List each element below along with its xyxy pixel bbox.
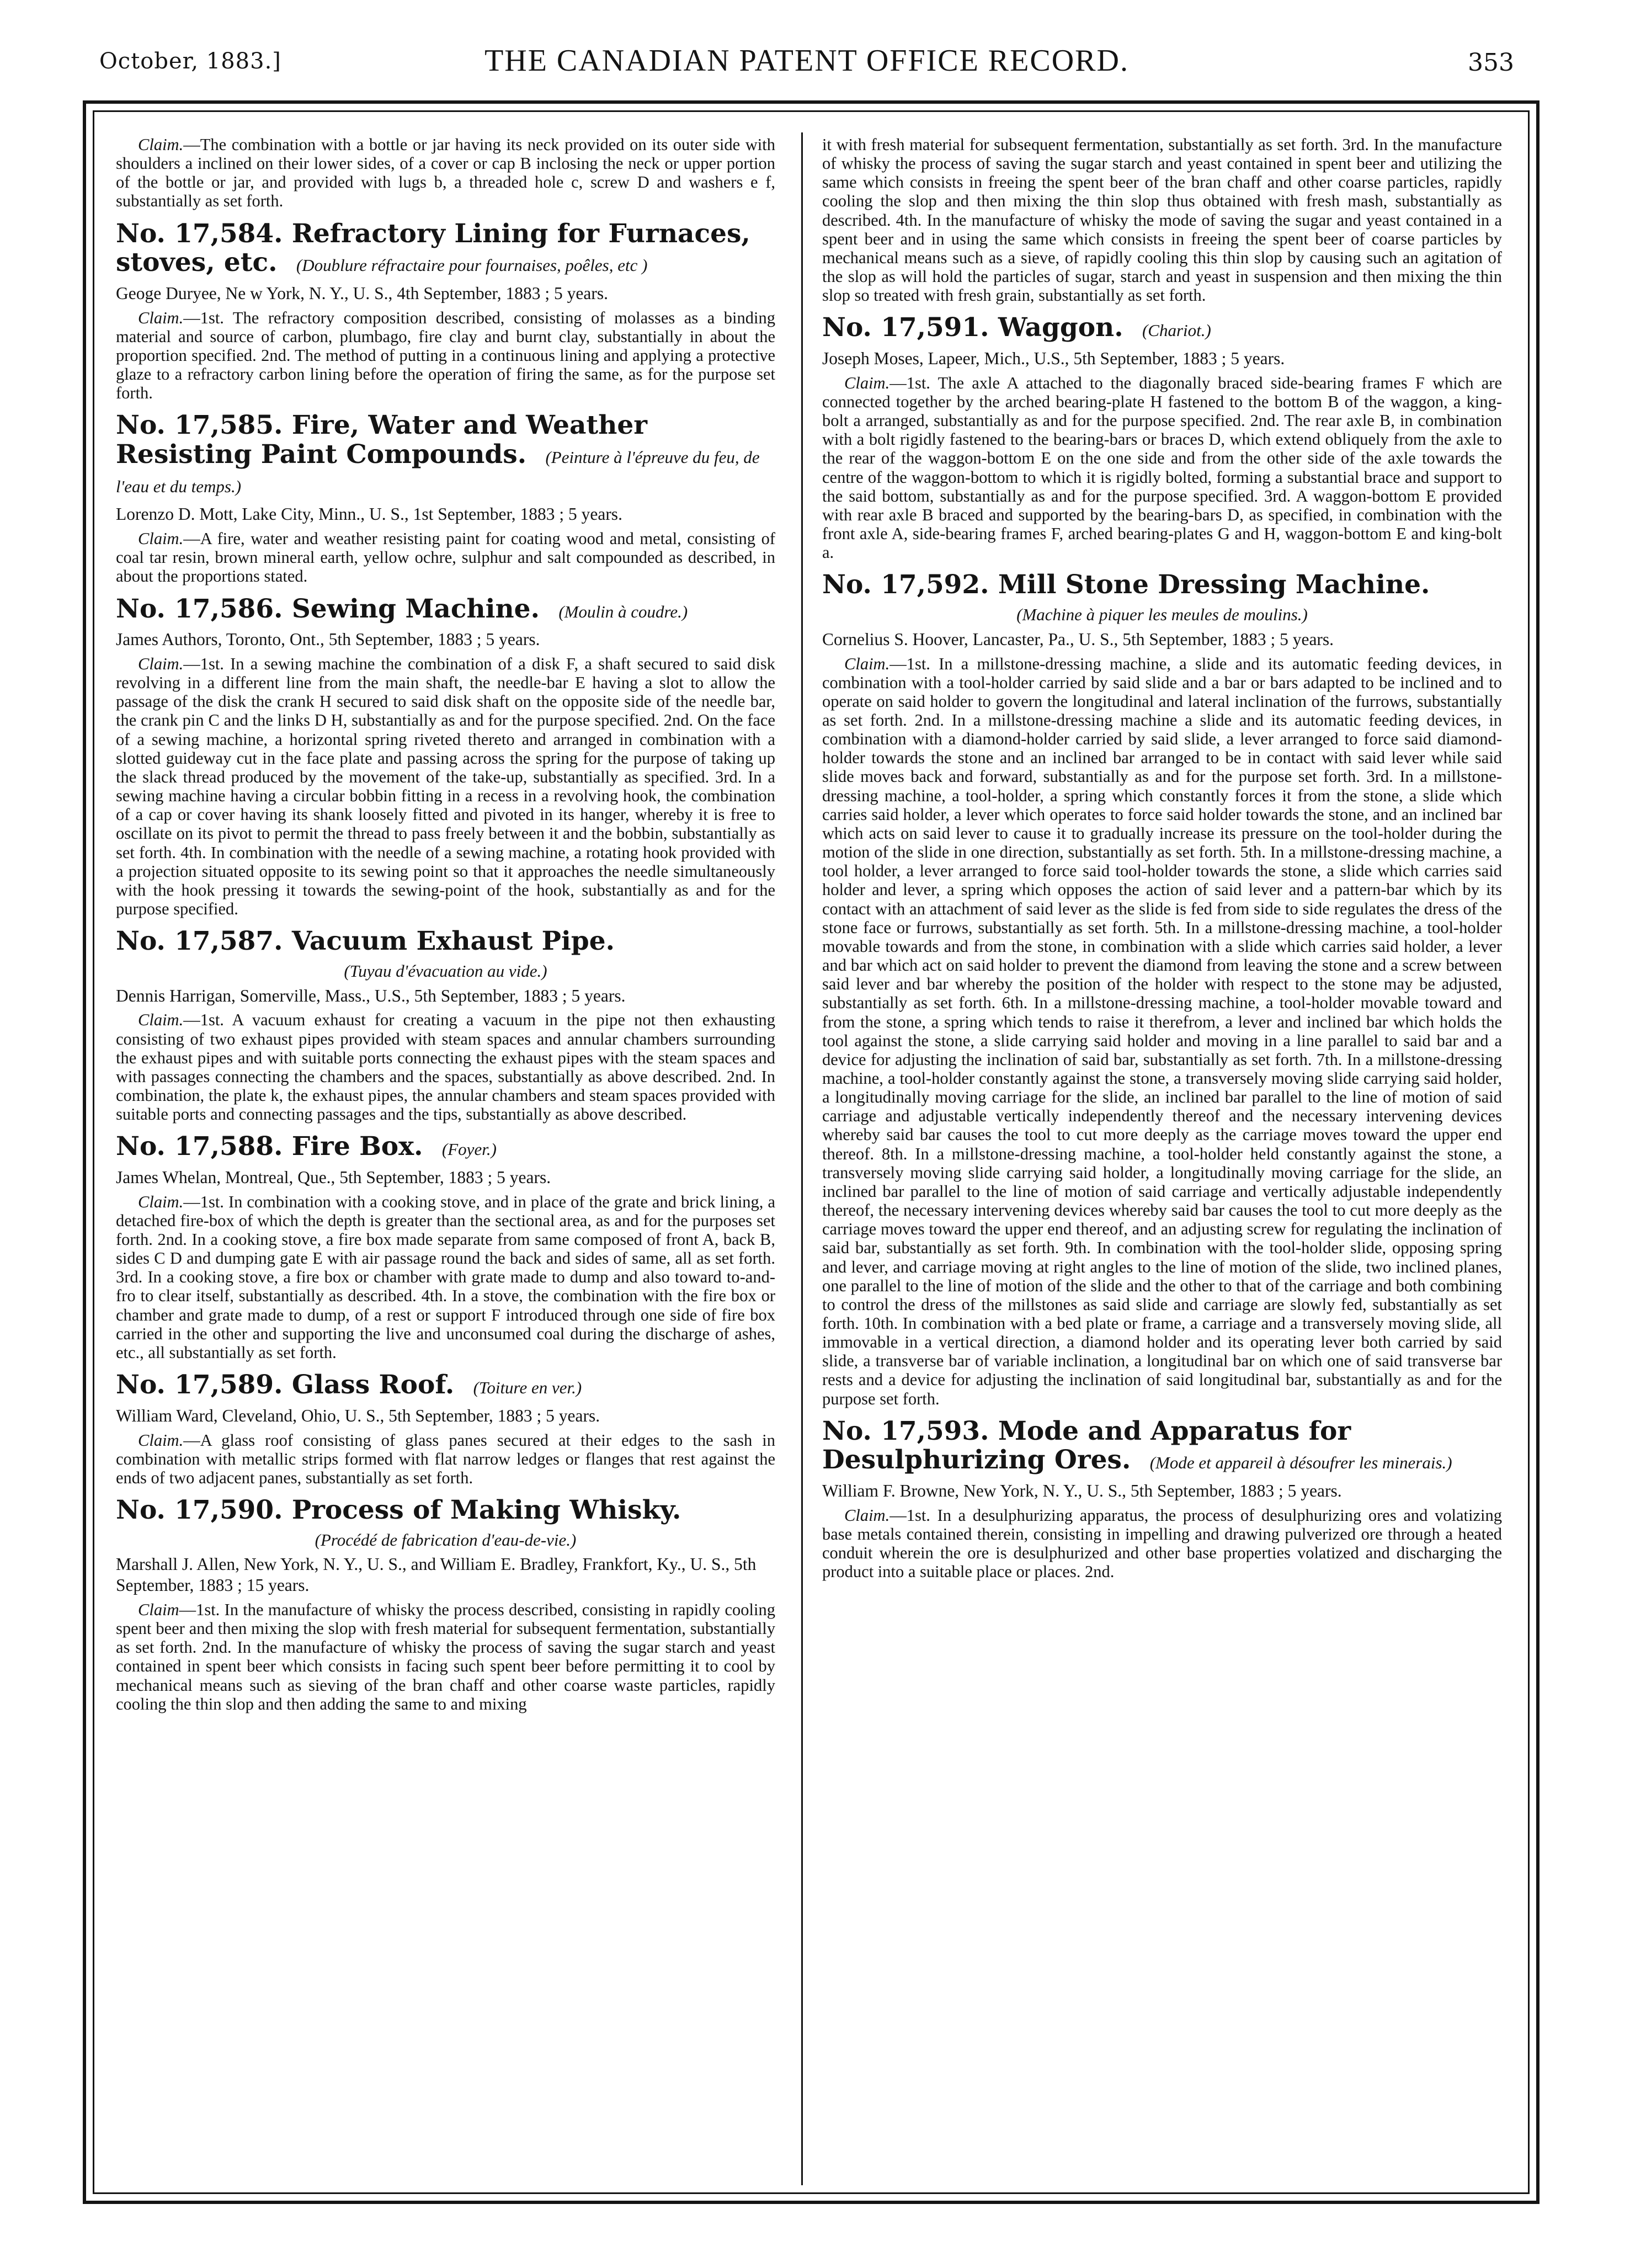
patent-heading [116, 1371, 775, 1400]
claim-label: Claim. [844, 654, 890, 673]
patent-inventor: Geoge Duryee, Ne w York, N. Y., U. S., 4th September, 1883 ; 5 years. [116, 283, 608, 303]
patent-number: No. 17,591. [822, 312, 989, 343]
patent-heading [116, 1132, 775, 1162]
patent-entry [822, 1417, 1502, 1582]
claim-label: Claim [138, 1600, 179, 1619]
claim-label: Claim. [138, 308, 184, 327]
claim-text: —A glass roof consisting of glass panes secured at their edges to the sash in combination with metallic strips formed with flat narrow ledges or flanges that rest against the ends of two adjacent panes, substantially as set forth. [116, 1430, 775, 1487]
patent-claim [116, 1431, 775, 1487]
french-title: (Moulin à coudre.) [558, 601, 688, 621]
claim-label: Claim. [844, 1505, 890, 1525]
patent-title: Fire, Water and Weather Resisting Paint Compounds. [116, 410, 648, 470]
claim-text: —1st. In a sewing machine the combination of a disk F, a shaft secured to said disk revolving in a different line from the main shaft, the needle-bar E having a slot to allow the passage of the disk the crank H secured to said disk shaft on the opposite side of the needle bar, the crank pin C and the links D H, substantially as and for the purpose specified. 2nd. On the face of a sewing machine, a horizontal spring riveted thereto and arranged in combination with a slotted guideway cut in the face plate and passing across the spring for the purpose of taking up the slack thread produced by the movement of the take-up, substantially as specified. 3rd. In a sewing machine having a circular bobbin fitting in a recess in a revolving hook, the combination of a cap or cover having its shank loosely fitted and pivoted in its hanger, whereby it is free to oscillate on its pivot to permit the thread to pass freely between it and the bobbin, substantially as set forth. 4th. In combination with the needle of a sewing machine, a rotating hook provided with a projection situated opposite to its sewing point so that it approaches the needle simultaneously with the hook pressing it towards the sewing-point of the hook, substantially as and for the purpose specified. [116, 654, 775, 919]
patent-heading [116, 411, 775, 498]
french-title: (Toiture en ver.) [473, 1378, 582, 1398]
continued-claim [116, 135, 775, 211]
patent-claim [822, 654, 1502, 1408]
french-title: (Chariot.) [1142, 321, 1211, 340]
claim-text: —1st. In combination with a cooking stove, and in place of the grate and brick lining, a detached fire-box of which the depth is greater than the sectional area, as and for the purposes set forth. 2nd. In a cooking stove, a fire box made separate from same composed of front A, back B, sides C D and dumping gate E with air passage round the back and sides of same, all as set forth. 3rd. In a cooking stove, a fire box or chamber with grate made to dump and also toward to-and-fro to clear itself, substantially as described. 4th. In a stove, the combination with the fire box or chamber and grate made to dump, of a rest or support F introduced through one side of fire box carried in the other and supporting the live and unconsumed coal during the discharge of ashes, etc., all substantially as set forth. [116, 1192, 775, 1362]
patent-inventor: Lorenzo D. Mott, Lake City, Minn., U. S., 1st September, 1883 ; 5 years. [116, 504, 622, 524]
patent-inventor: James Authors, Toronto, Ont., 5th September, 1883 ; 5 years. [116, 630, 540, 649]
claim-label: Claim. [138, 1010, 184, 1030]
french-title: (Mode et appareil à désoufrer les minerais.) [1149, 1453, 1452, 1473]
continued-claim [822, 135, 1502, 305]
patent-entry [116, 1371, 775, 1487]
french-title: (Foyer.) [441, 1140, 497, 1159]
patent-heading [116, 595, 775, 624]
patent-inventor: William F. Browne, New York, N. Y., U. S., 5th September, 1883 ; 5 years. [822, 1481, 1342, 1501]
patent-entry [116, 1496, 775, 1713]
patent-entry [116, 220, 775, 403]
patent-heading [822, 313, 1502, 343]
patent-number: No. 17,589. [116, 1370, 283, 1401]
patent-number: No. 17,592. [822, 569, 989, 600]
patent-claim [116, 1600, 775, 1713]
patent-claim [822, 374, 1502, 562]
patent-number: No. 17,585. [116, 410, 283, 441]
patent-inventor: Marshall J. Allen, New York, N. Y., U. S., and William E. Bradley, Frankfort, Ky., U. S., 5th September, 1883 ; 15 years. [116, 1554, 757, 1595]
patent-inventor: Joseph Moses, Lapeer, Mich., U.S., 5th September, 1883 ; 5 years. [822, 349, 1285, 369]
claim-label: Claim. [138, 135, 184, 154]
claim-text: —1st. The axle A attached to the diagonally braced side-bearing frames F which are connected together by the arched bearing-plate H fastened to the bottom B of the waggon, a king-bolt a arranged, substantially as and for the purpose specified. 2nd. The rear axle B, in combination with a bolt rigidly fastened to the bearing-bars or braces D, which extend obliquely from the axle to the rear of the waggon-bottom E on the one side and from the other side of the axle towards the centre of the waggon-bottom to which it is rigidly bolted, forming a substantial brace and support to the said bottom, substantially as and for the purpose specified. 3rd. A waggon-bottom E provided with rear axle B braced and supported by the bearing-bars D, as specified, in combination with the front axle A, side-bearing frames F, arched bearing-plates G and H, waggon-bottom E and king-bolt a. [822, 373, 1502, 562]
claim-label: Claim. [138, 529, 184, 549]
claim-label: Claim. [138, 654, 184, 674]
column-divider [801, 132, 803, 2185]
patent-claim [116, 529, 775, 585]
patent-title: Vacuum Exhaust Pipe. [291, 926, 615, 957]
patent-entry [116, 1132, 775, 1362]
patent-title: Sewing Machine. [291, 593, 540, 624]
patent-title: Mill Stone Dressing Machine. [998, 569, 1430, 600]
french-title: (Doublure réfractaire pour fournaises, poêles, etc ) [296, 255, 648, 275]
patent-entry [116, 411, 775, 585]
patent-inventor: James Whelan, Montreal, Que., 5th September, 1883 ; 5 years. [116, 1167, 551, 1187]
patent-title: Refractory Lining for Furnaces, stoves, etc. [116, 218, 750, 278]
patent-heading [116, 1496, 775, 1525]
patent-heading [116, 220, 775, 278]
patent-heading [822, 571, 1502, 600]
claim-label: Claim. [844, 373, 890, 392]
patent-heading [822, 1417, 1502, 1475]
patent-subtitle: (Machine à piquer les meules de moulins.) [1016, 605, 1308, 625]
publication-title: THE CANADIAN PATENT OFFICE RECORD. [484, 44, 1129, 78]
patent-entry [822, 571, 1502, 1408]
patent-number: No. 17,588. [116, 1131, 283, 1162]
patent-entry [822, 313, 1502, 562]
page-number: 353 [1468, 49, 1514, 77]
claim-text: —1st. In a desulphurizing apparatus, the process of desulphurizing ores and volatizing base metals contained therein, consisting in impelling and drawing pulverized ore through a heated conduit wherein the ore is desulphurized and other base properties volatized and discharging the product into a suitable place or places. 2nd. [822, 1505, 1502, 1582]
patent-inventor: Cornelius S. Hoover, Lancaster, Pa., U. S., 5th September, 1883 ; 5 years. [822, 629, 1334, 649]
claim-text: —1st. The refractory composition described, consisting of molasses as a binding material and source of carbon, plumbago, fire clay and burnt clay, substantially in about the proportion specified. 2nd. The method of putting in a continuous lining and applying a protective glaze to a refractory carbon lining before the operation of firing the same, as for the purpose set forth. [116, 308, 775, 403]
patent-inventor: Dennis Harrigan, Somerville, Mass., U.S., 5th September, 1883 ; 5 years. [116, 986, 626, 1005]
patent-claim [116, 654, 775, 918]
claim-text: it with fresh material for subsequent fermentation, substantially as set forth. 3rd. In the manufacture of whisky the process of saving the sugar starch and yeast contained in spent beer and utilizing the same which consists in freeing the spent beer of the bran chaff and other coarse particles, rapidly cooling the slop and then mixing the thin slop thus obtained with fresh mash, substantially as described. 4th. In the manufacture of whisky the mode of saving the sugar and yeast contained in a spent beer and in using the same which consists in freeing the spent beer of coarse particles by mechanical means such as a sieve, of rapidly cooling this thin slop by causing such an agitation of the slop as will hold the particles of sugar, starch and yeast in suspension and then mixing the thin slop so treated with fresh grain, substantially as set forth. [822, 135, 1502, 305]
french-title: (Peinture à l'épreuve du feu, de l'eau et du temps.) [116, 448, 760, 496]
patent-title: Mode and Apparatus for Desulphurizing Ores. [822, 1415, 1351, 1476]
patent-number: No. 17,593. [822, 1415, 989, 1446]
claim-text: —1st. In a millstone-dressing machine, a slide and its automatic feeding devices, in combination with a tool-holder carried by said slide and a bar or bars adapted to be inclined and to operate on said holder to govern the longitudinal and lateral inclination of the furrows, substantially as set forth. 2nd. In a millstone-dressing machine a slide and its automatic feeding devices, in combination with a diamond-holder carried by said slide, a lever arranged to force said diamond-holder towards the stone and an inclined bar arranged to be in contact with said lever while said slide moves back and forward, substantially as and for the purpose set forth. 3rd. In a millstone-dressing machine, a tool-holder, a spring which constantly forces it from the stone, a slide which carries said holder, a lever which operates to force said holder towards the stone, and an inclined bar which acts on said lever to cause it to gradually increase its pressure on the tool-holder during the motion of the slide in one direction, substantially as set forth. 5th. In a millstone-dressing machine, a tool holder, a lever arranged to force said tool-holder towards the stone, a slide which carries said holder and lever, a spring which opposes the action of said lever and a pattern-bar which by its contact with an attachment of said lever as the slide is fed from side to side regulates the dress of the stone face or furrows, substantially as set forth. 5th. In a millstone-dressing machine, a tool-holder movable towards and from the stone, in combination with a slide which carries said holder, a lever and bar which act on said holder to prevent the diamond from leaving the stone and a screw between said lever and bar whereby the position of the holder with respect to the stone may be adjusted, substantially as set forth. 6th. In a millstone-dressing machine, a tool-holder movable toward and from the stone, a spring which tends to raise it therefrom, a lever and inclined bar which holds the tool against the stone, a slide carrying said holder and moving in a line parallel to said bar and a device for adjusting the inclination of said bar, substantially as set forth. 7th. In a millstone-dressing machine, a tool-holder constantly against the stone, a transversely moving slide carrying said holder, a longitudinally moving carriage for the slide, an inclined bar parallel to the line of motion of said carriage and adjustable vertically independently thereof and the necessary intervening devices whereby said bar causes the tool to cut more deeply as the carriage moves toward the upper end thereof. 8th. In a millstone-dressing machine, a tool-holder held constantly against the stone, a transversely moving slide carrying said holder, a longitudinally moving carriage for the slide, an inclined bar parallel to the line of motion of said carriage and vertically adjustable independently thereof, the necessary intervening devices whereby said bar causes the tool to cut more deeply as the carriage moves toward the upper end thereof, and an adjusting screw for regulating the inclination of said bar, substantially as set forth. 9th. In combination with the tool-holder slide, opposing spring and lever, and carriage moving at right angles to the line of motion of the slide, two inclined planes, one parallel to the line of motion of the slide and the other to that of the carriage and both combining to control the dress of the millstones as said slide and carriage are slowly fed, substantially as set forth. 10th. In combination with a bed plate or frame, a carriage and a transversely moving slide, all immovable in a vertical direction, a diamond holder and its operating lever both carried by said slide, a transverse bar of variable inclination, a longitudinal bar on which one of said transverse bar rests and a device for adjusting the inclination of said longitudinal bar, substantially as and for the purpose set forth. [822, 654, 1502, 1408]
left-column [116, 135, 775, 2188]
patent-inventor: William Ward, Cleveland, Ohio, U. S., 5th September, 1883 ; 5 years. [116, 1405, 600, 1425]
claim-text: —A fire, water and weather resisting paint for coating wood and metal, consisting of coal tar resin, brown mineral earth, yellow ochre, sulphur and salt compounded as described, in about the proportions stated. [116, 529, 775, 586]
patent-entry [116, 927, 775, 1124]
patent-entry [116, 595, 775, 919]
patent-heading [116, 927, 775, 956]
claim-text: —The combination with a bottle or jar having its neck provided on its outer side with shoulders a inclined on their lower sides, of a cover or cap B inclosing the neck or upper portion of the bottle or jar, and provided with lugs b, a threaded hole c, screw D and washers e f, substantially as set forth. [116, 135, 775, 211]
patent-subtitle: (Tuyau d'évacuation au vide.) [344, 961, 547, 981]
claim-label: Claim. [138, 1192, 184, 1211]
patent-claim [116, 1010, 775, 1124]
patent-claim [116, 308, 775, 403]
right-column [822, 135, 1502, 2188]
patent-number: No. 17,586. [116, 593, 283, 624]
patent-title: Glass Roof. [291, 1370, 455, 1401]
patent-title: Fire Box. [291, 1131, 423, 1162]
issue-date: October, 1883.] [99, 49, 281, 74]
patent-claim [116, 1192, 775, 1362]
claim-text: —1st. A vacuum exhaust for creating a vacuum in the pipe not then exhausting consisting of two exhaust pipes provided with steam spaces and annular chambers surrounding the exhaust pipes and with suitable ports connecting the exhaust pipes with the steam spaces and with passages connecting the chambers and the spaces, substantially as above described. 2nd. In combination, the plate k, the exhaust pipes, the annular chambers and steam spaces provided with suitable ports and connecting passages and the tips, substantially as above described. [116, 1010, 775, 1124]
claim-text: —1st. In the manufacture of whisky the process described, consisting in rapidly cooling spent beer and then mixing the slop with fresh material for subsequent fermentation, substantially as set forth. 2nd. In the manufacture of whisky the process of saving the sugar starch and yeast contained in spent beer which consists in facing such spent beer before permitting it to cool by mechanical means such as sieving of the bran chaff and other coarse waste particles, rapidly cooling the thin slop and then adding the same to and mixing [116, 1600, 775, 1713]
claim-label: Claim. [138, 1430, 184, 1450]
patent-subtitle: (Procédé de fabrication d'eau-de-vie.) [315, 1530, 577, 1550]
page-header [99, 43, 1514, 93]
patent-claim [822, 1506, 1502, 1582]
patent-number: No. 17,587. [116, 926, 283, 957]
patent-number: No. 17,590. [116, 1495, 283, 1525]
patent-number: No. 17,584. [116, 218, 283, 249]
patent-title: Waggon. [998, 312, 1123, 343]
patent-title: Process of Making Whisky. [291, 1495, 681, 1525]
